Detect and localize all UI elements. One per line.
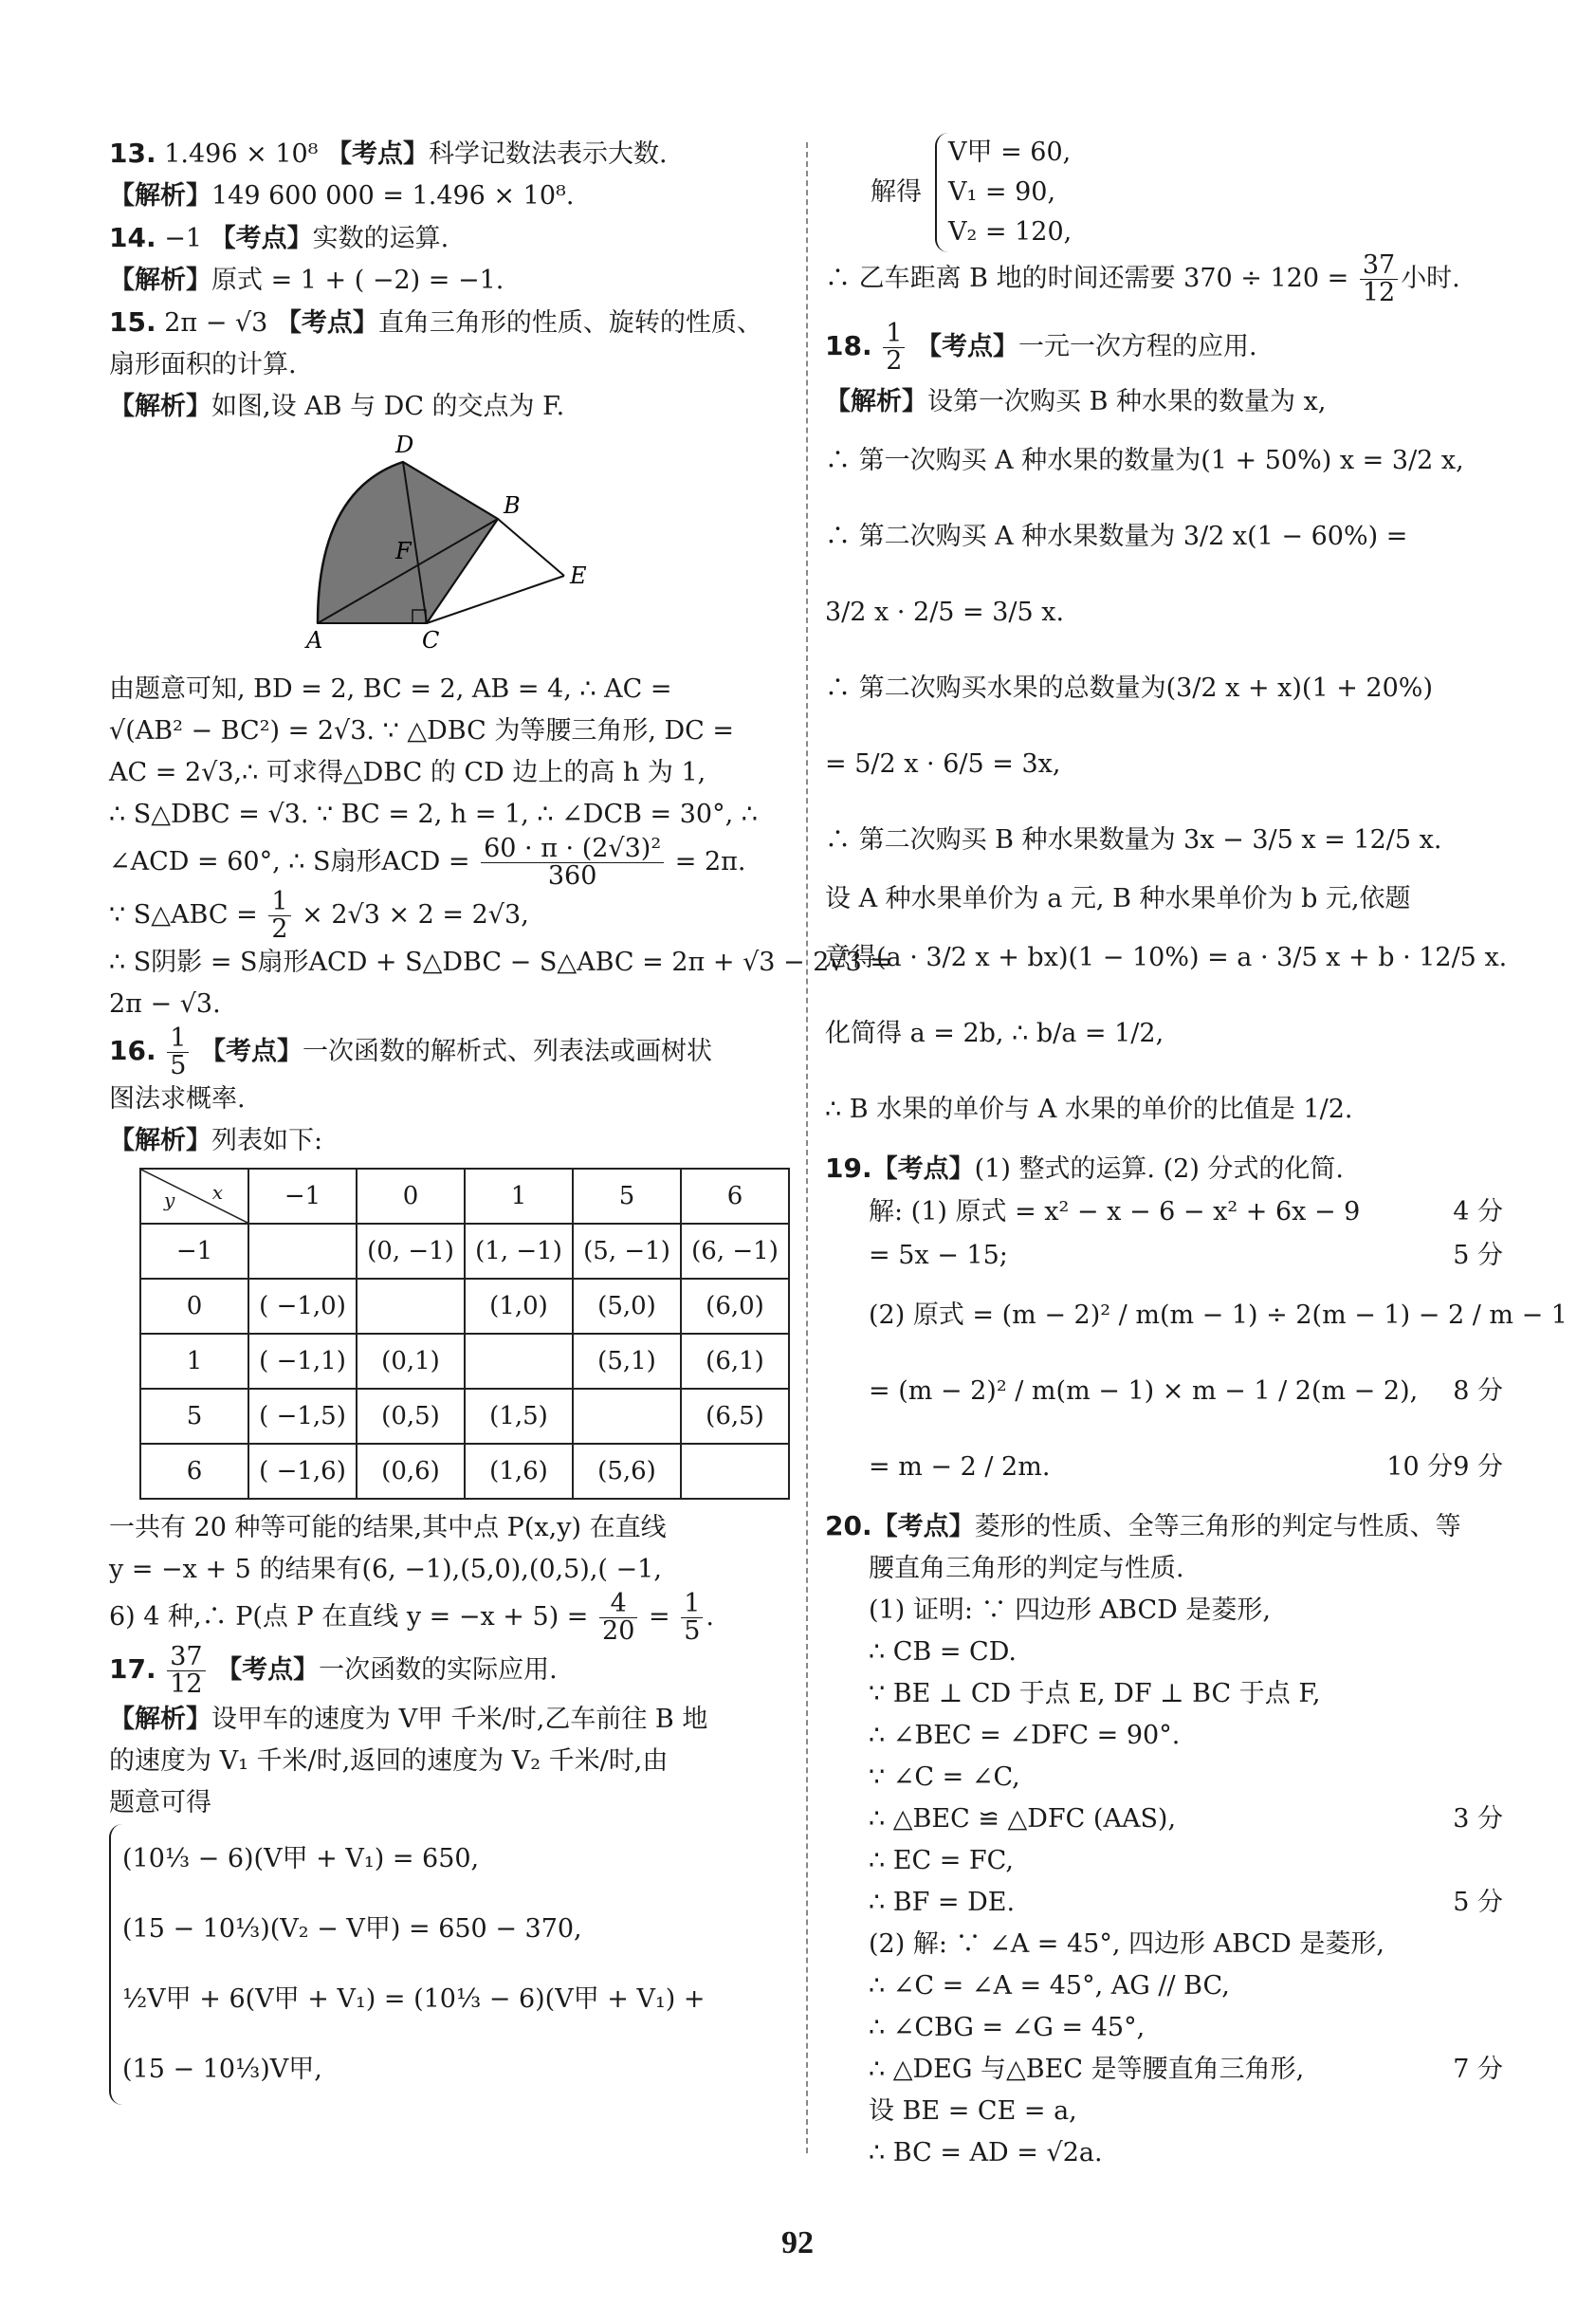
q15-sector-line: ∠ACD = 60°, ∴ S扇形ACD = $\frac{\text{60 · π · (2√3)²}}{360}$ = 2π. [109,834,746,891]
table-col-header: 1 [465,1169,573,1224]
table-cell [248,1224,357,1279]
q16-number: 16. [109,1035,156,1066]
q15-analysis-tag: 【解析】 [109,392,211,421]
q13-analysis: 149 600 000 = 1.496 × 10⁸. [211,181,575,211]
q15-text-line: ∴ S△DBC = √3. ∵ BC = 2, h = 1, ∴ ∠DCB = 30°, ∴ [109,800,758,829]
q17-solution-brace [935,133,1072,252]
table-row-header: −1 [140,1224,248,1279]
q18-text-line: 化简得 a = 2b, ∴ b/a = 1/2, [825,1019,1164,1048]
table-cell: (5,0) [573,1279,681,1334]
table-row-header: 1 [140,1334,248,1389]
table-col-header: −1 [248,1169,357,1224]
table-cell [573,1389,681,1444]
q20-number: 20. [825,1510,872,1541]
q20-step: ∴ ∠C = ∠A = 45°, AG // BC, [869,1971,1230,2001]
score-mark: 7 分 [1453,2055,1503,2084]
table-cell: ( −1,0) [248,1279,357,1334]
table-cell: ( −1,1) [248,1334,357,1389]
q18-number: 18. [825,330,872,361]
header-x: x [211,1181,223,1204]
table-cell: (1,5) [465,1389,573,1444]
q14-number: 14. [109,222,156,253]
q18-tag: 【考点】 [915,332,1018,361]
table-cell: (0, −1) [357,1224,465,1279]
right-column [825,133,1568,2174]
table-cell: (6,0) [681,1279,789,1334]
score-mark: 5 分 [1453,1888,1503,1917]
q16-point-cont: 图法求概率. [109,1084,246,1114]
table-row [140,1389,789,1444]
q18-text-line: ∴ 第一次购买 A 种水果的数量为(1 + 50%) x = 3/2 x, [825,446,1464,475]
q20-step: (2) 解: ∵ ∠A = 45°, 四边形 ABCD 是菱形, [869,1929,1384,1959]
table-cell: (5,6) [573,1444,681,1499]
q18-analysis-line [825,381,1503,423]
q15-answer: 2π − √3 [164,308,268,338]
q18-point: 一元一次方程的应用. [1018,332,1257,361]
q17-equation: ½V甲 + 6(V甲 + V₁) = (10⅓ − 6)(V甲 + V₁) + [122,1984,706,2014]
segment-be [498,519,564,576]
table-cell: ( −1,5) [248,1389,357,1444]
probability-table [139,1168,790,1500]
page-number: 92 [781,2225,814,2260]
score-mark: 8 分 [1453,1376,1503,1406]
q18-line [825,321,1503,381]
table-row [140,1224,789,1279]
q20-step: (1) 证明: ∵ 四边形 ABCD 是菱形, [869,1595,1271,1625]
solution-value: V₁ = 90, [948,177,1056,207]
q14-tag: 【考点】 [210,224,313,253]
q16-tag: 【考点】 [199,1037,302,1066]
q16-line [109,1025,797,1079]
q18-text-line: ∴ B 水果的单价与 A 水果的单价的比值是 1/2. [825,1095,1353,1124]
q15-text-line: √(AB² − BC²) = 2√3. ∵ △DBC 为等腰三角形, DC = [109,716,734,746]
q19-step: (2) 原式 = (m − 2)² / m(m − 1) ÷ 2(m − 1) − 2 / m − 1 8 分 [825,1278,1503,1354]
q17-solution [825,133,1503,252]
q20-step: ∴ BF = DE. 5 分 [825,1882,1503,1924]
q15-abc-line: ∵ S△ABC = $\frac{1}{2}$ × 2√3 × 2 = 2√3, [109,887,529,944]
q19-step: = m − 2 / 2m. 10 分 [825,1429,1503,1505]
q15-tag: 【考点】 [275,308,378,338]
q20-step: ∴ △BEC ≌ △DFC (AAS), 3 分 [825,1798,1503,1840]
q13-tag: 【考点】 [326,139,430,169]
table-col-header: 0 [357,1169,465,1224]
q19-number: 19. [825,1153,872,1184]
table-col-header: 5 [573,1169,681,1224]
q14-analysis: 原式 = 1 + ( −2) = −1. [211,266,504,295]
q17-tag: 【考点】 [216,1655,320,1685]
q15-point: 直角三角形的性质、旋转的性质、 [377,308,762,338]
q15-point-cont: 扇形面积的计算. [109,350,297,379]
q16-answer: $\frac{1}{5}$ [167,1025,189,1079]
q20-tag: 【考点】 [871,1512,975,1541]
q13-point: 科学记数法表示大数. [429,139,668,169]
table-cell: (0,5) [357,1389,465,1444]
q19-point: (1) 整式的运算. (2) 分式的化简. [974,1154,1345,1184]
q17-answer: $\frac{37}{12}$ [167,1644,205,1698]
q16-text-line: 一共有 20 种等可能的结果,其中点 P(x,y) 在直线 [109,1513,667,1542]
solution-value: V₂ = 120, [948,217,1072,247]
q14-answer: −1 [164,224,203,253]
q17-conclusion: ∴ 乙车距离 B 地的时间还需要 370 ÷ 120 = $\frac{37}{12}$ 小时. [825,250,1460,307]
abc-fraction: $\frac{1}{2}$ [268,889,290,943]
score-mark: 3 分 [1453,1804,1503,1834]
q20-step: 设 BE = CE = a, [869,2096,1077,2126]
label-a: A [306,627,323,652]
q17-text-line: 题意可得 [109,1788,211,1817]
q18-answer: $\frac{1}{2}$ [883,321,905,375]
q15-shade-result: 2π − √3. [109,989,221,1019]
table-cell [465,1334,573,1389]
q20-step: ∴ EC = FC, [869,1846,1014,1875]
table-row-header: 6 [140,1444,248,1499]
q17-analysis: 设甲车的速度为 V甲 千米/时,乙车前往 B 地 [211,1705,708,1734]
label-f: F [395,538,412,564]
q14-analysis-line [109,260,797,302]
q17-text-line: 的速度为 V₁ 千米/时,返回的速度为 V₂ 千米/时,由 [109,1746,669,1776]
q20-step: ∵ ∠C = ∠C, [869,1762,1020,1792]
table-cell [357,1279,465,1334]
table-cell: (1, −1) [465,1224,573,1279]
q15-analysis: 如图,设 AB 与 DC 的交点为 F. [211,392,565,421]
q15-number: 15. [109,306,156,338]
table-cell: (0,1) [357,1334,465,1389]
q13-line [109,133,797,175]
q15-analysis-line [109,386,797,428]
q17-equation: (15 − 10⅓)V甲, [122,2055,322,2084]
q20-point-cont: 腰直角三角形的判定与性质. [869,1554,1184,1583]
q19-tag: 【考点】 [871,1154,975,1184]
q15-text-line: AC = 2√3,∴ 可求得△DBC 的 CD 边上的高 h 为 1, [109,758,706,787]
q18-text-line: 设 A 种水果单价为 a 元, B 种水果单价为 b 元,依题 [825,884,1411,913]
score-mark: 4 分 [1453,1197,1503,1227]
table-row-header: 0 [140,1279,248,1334]
q14-line [109,217,797,260]
q16-text-line: y = −x + 5 的结果有(6, −1),(5,0),(0,5),( −1, [109,1555,662,1584]
label-b: B [504,492,521,519]
label-c: C [422,627,440,652]
header-y: y [164,1189,175,1211]
q16-analysis-line [109,1120,797,1162]
q14-analysis-tag: 【解析】 [109,266,211,295]
column-separator [806,142,808,2153]
q20-step: ∴ ∠CBG = ∠G = 45°, [869,2013,1146,2042]
table-cell: (6,5) [681,1389,789,1444]
q17-equation-system [109,1824,706,2105]
q17-analysis-tag: 【解析】 [109,1705,211,1734]
q16-analysis-tag: 【解析】 [109,1126,211,1155]
q18-text-line: ∴ 第二次购买水果的总数量为(3/2 x + x)(1 + 20%) [825,673,1433,703]
score-mark: 5 分 [1453,1241,1503,1270]
q18-text-line: ∴ 第二次购买 A 种水果数量为 3/2 x(1 − 60%) = [825,522,1408,551]
q20-step: ∴ ∠BEC = ∠DFC = 90°. [869,1721,1181,1750]
q19-step: = 5x − 15; 5 分 [825,1234,1503,1278]
table-row-header: 5 [140,1389,248,1444]
solve-label: 解得 [871,177,922,207]
table-cell: (1,0) [465,1279,573,1334]
table-header-row [140,1169,789,1224]
q18-text-line: ∴ 第二次购买 B 种水果数量为 3x − 3/5 x = 12/5 x. [825,825,1442,855]
table-cell: (5, −1) [573,1224,681,1279]
table-cell: ( −1,6) [248,1444,357,1499]
q16-analysis: 列表如下: [211,1126,323,1155]
q17-analysis-line [109,1699,797,1741]
q15-diagram [289,433,593,652]
q13-analysis-tag: 【解析】 [109,181,211,211]
label-d: D [395,433,414,458]
q17-number: 17. [109,1653,156,1685]
q20-point: 菱形的性质、全等三角形的判定与性质、等 [974,1512,1461,1541]
table-cell [681,1444,789,1499]
table-col-header: 6 [681,1169,789,1224]
q19-line [825,1148,1503,1190]
q18-text-line: 3/2 x · 2/5 = 3/5 x. [825,598,1065,627]
q15-figure [289,433,797,665]
table-cell: (5,1) [573,1334,681,1389]
table-cell: (6, −1) [681,1224,789,1279]
q19-body [825,1190,1568,1505]
q20-step: ∴ CB = CD. [869,1637,1017,1667]
table-corner-cell [140,1169,248,1224]
table-cell: (0,6) [357,1444,465,1499]
q18-analysis: 设第一次购买 B 种水果的数量为 x, [927,387,1327,416]
score-mark: 9 分 [1453,1452,1503,1482]
q15-line [109,302,797,344]
sector-fraction: $\frac{\text{60 · π · (2√3)²}}{360}$ [481,836,664,890]
q19-step: 解: (1) 原式 = x² − x − 6 − x² + 6x − 9 4 分 [825,1190,1503,1234]
q18-text-line: 意得(a · 3/2 x + bx)(1 − 10%) = a · 3/5 x + b · 12/5 x. [825,943,1508,972]
solution-value: V甲 = 60, [948,138,1072,167]
table-row [140,1279,789,1334]
q15-text-line: 由题意可知, BD = 2, BC = 2, AB = 4, ∴ AC = [109,674,672,704]
q15-shade-line: ∴ S阴影 = S扇形ACD + S△DBC − S△ABC = 2π + √3 − 2√3 = [109,948,892,977]
q14-point: 实数的运算. [312,224,449,253]
q20-body [825,1590,1503,2174]
table-row [140,1444,789,1499]
label-e: E [570,563,587,589]
table-cell: (6,1) [681,1334,789,1389]
q19-step: = (m − 2)² / m(m − 1) × m − 1 / 2(m − 2), 9 分 [825,1354,1503,1429]
corner-diagonal [141,1170,248,1223]
q17-line [109,1644,797,1699]
q18-analysis-tag: 【解析】 [825,387,927,416]
q17-point: 一次函数的实际应用. [319,1655,558,1685]
q13-analysis-line [109,175,797,217]
q13-number: 13. [109,138,156,169]
table-row [140,1334,789,1389]
q20-step: ∴ △DEG 与△BEC 是等腰直角三角形, 7 分 [825,2049,1503,2091]
q18-body [825,423,1508,1148]
q20-line [825,1505,1503,1548]
score-mark: 10 分 [1386,1452,1454,1482]
table-cell: (1,6) [465,1444,573,1499]
q20-step: ∵ BE ⊥ CD 于点 E, DF ⊥ BC 于点 F, [869,1679,1321,1708]
q20-step: ∴ BC = AD = √2a. [869,2138,1103,2167]
q13-answer: 1.496 × 10⁸ [164,139,319,169]
q16-result-line: 6) 4 种,∴ P(点 P 在直线 y = −x + 5) = $\frac{4}{20}$ = $\frac{1}{5}$ . [109,1589,714,1646]
q16-point: 一次函数的解析式、列表法或画树状 [302,1037,712,1066]
q17-equation: (15 − 10⅓)(V₂ − V甲) = 650 − 370, [122,1914,582,1944]
q17-equation: (10⅓ − 6)(V甲 + V₁) = 650, [122,1844,480,1873]
q18-text-line: = 5/2 x · 6/5 = 3x, [825,749,1061,779]
